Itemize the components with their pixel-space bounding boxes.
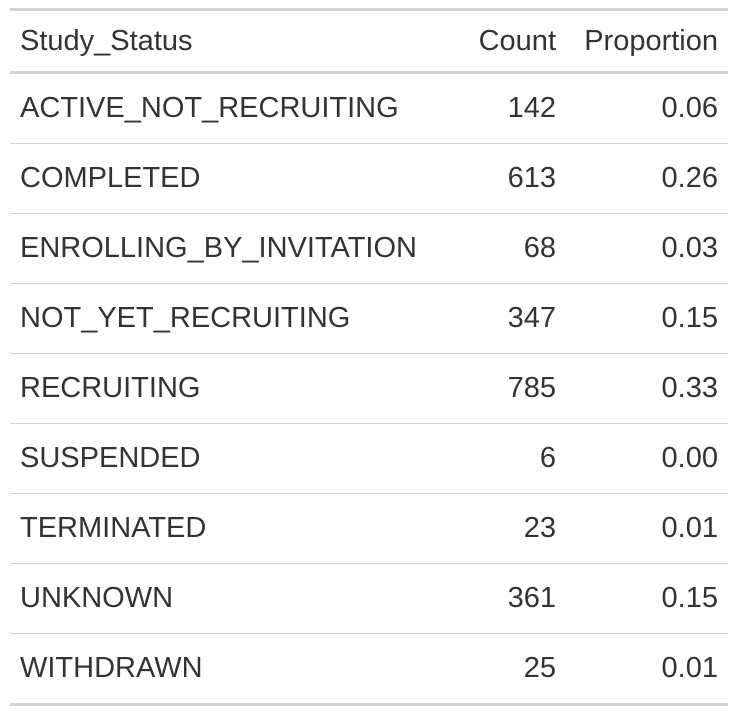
cell-count: 613 (446, 144, 556, 214)
cell-proportion: 0.33 (556, 354, 728, 424)
cell-study-status: WITHDRAWN (20, 652, 203, 684)
cell-proportion: 0.15 (556, 564, 728, 634)
table-row (10, 214, 728, 284)
cell-proportion: 0.01 (661, 652, 718, 684)
table-row (10, 284, 728, 354)
cell-study-status: SUSPENDED (10, 424, 446, 494)
column-header-proportion: Proportion (556, 10, 728, 73)
table-row (10, 144, 728, 214)
table-row (10, 564, 728, 634)
cell-study-status: UNKNOWN (10, 564, 446, 634)
cell-study-status: TERMINATED (10, 494, 446, 564)
cell-proportion: 0.26 (556, 144, 728, 214)
cell-count: 785 (446, 354, 556, 424)
cell-proportion: 0.03 (556, 214, 728, 284)
header-row (10, 10, 728, 73)
table-row (10, 634, 728, 705)
table-row (10, 424, 728, 494)
cell-proportion: 0.15 (556, 284, 728, 354)
table-row (10, 494, 728, 564)
cell-count: 25 (523, 652, 556, 684)
cell-count: 361 (446, 564, 556, 634)
cell-count: 347 (446, 284, 556, 354)
column-header-count: Count (446, 10, 556, 73)
cell-proportion: 0.06 (556, 73, 728, 144)
cell-count: 6 (446, 424, 556, 494)
table-row (10, 354, 728, 424)
cell-study-status: RECRUITING (10, 354, 446, 424)
cell-proportion: 0.01 (556, 494, 728, 564)
cell-count: 142 (446, 73, 556, 144)
table-row (10, 73, 728, 144)
cell-count: 23 (446, 494, 556, 564)
study-status-table (10, 8, 728, 706)
cell-study-status: ENROLLING_BY_INVITATION (10, 214, 446, 284)
cell-study-status: COMPLETED (10, 144, 446, 214)
cell-proportion: 0.00 (556, 424, 728, 494)
table-body (10, 73, 728, 705)
table-header (10, 10, 728, 73)
column-header-study-status: Study_Status (10, 10, 446, 73)
cell-count: 68 (446, 214, 556, 284)
cell-study-status: NOT_YET_RECRUITING (10, 284, 446, 354)
cell-study-status: ACTIVE_NOT_RECRUITING (10, 73, 446, 144)
study-status-table-container (10, 8, 728, 706)
